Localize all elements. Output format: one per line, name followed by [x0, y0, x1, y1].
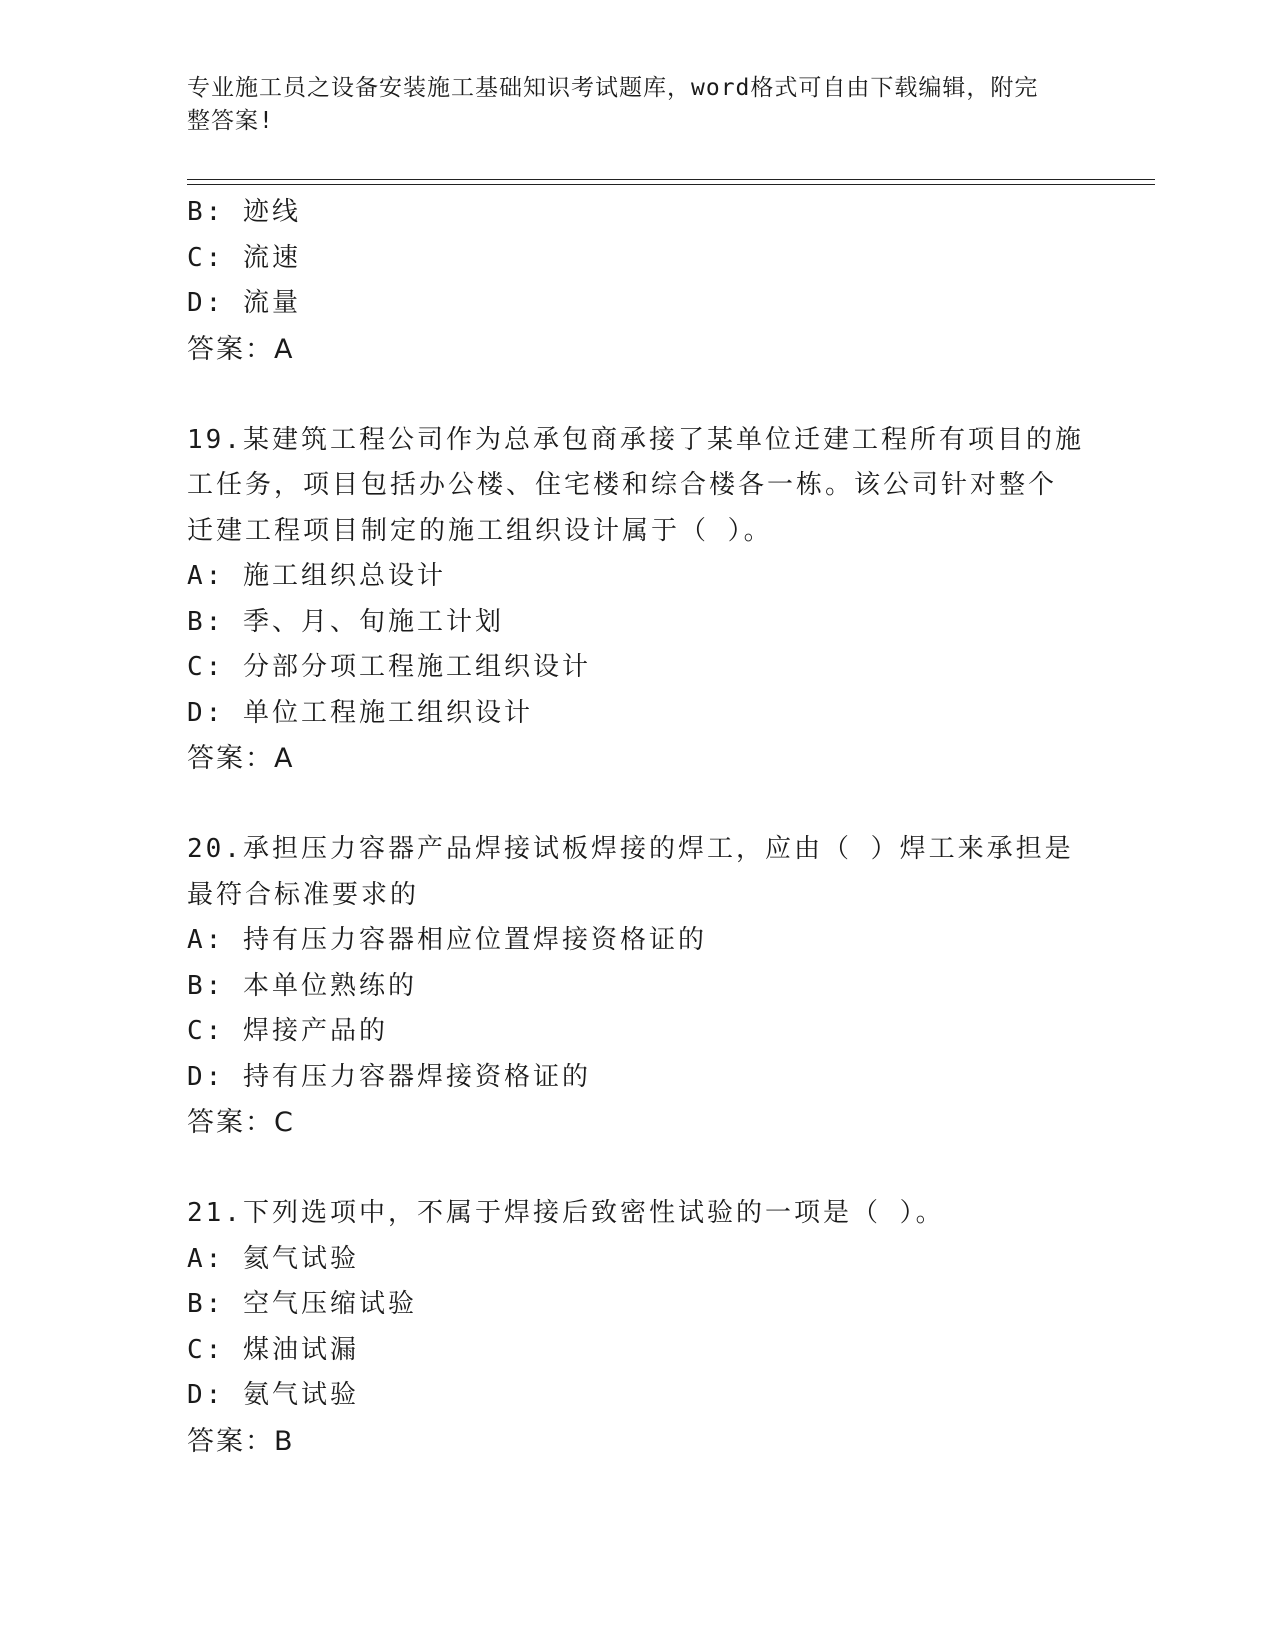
- header-line-1: 专业施工员之设备安装施工基础知识考试题库，word格式可自由下载编辑，附完: [187, 75, 1039, 101]
- answer: 答案：A: [187, 333, 295, 365]
- header-line-2: 整答案!: [187, 108, 274, 134]
- spacer: [187, 782, 1087, 828]
- answer: 答案：A: [187, 743, 295, 774]
- header-rule-bottom: [187, 184, 1155, 185]
- answer: 答案：B: [187, 1425, 295, 1457]
- question-text: 最符合标准要求的: [187, 879, 420, 910]
- document-header: [187, 72, 1087, 138]
- option-c: C: 煤油试漏: [187, 1334, 359, 1365]
- option-c: C: 焊接产品的: [187, 1016, 388, 1046]
- question-text: 19.某建筑工程公司作为总承包商承接了某单位迁建工程所有项目的施: [187, 424, 1084, 455]
- question-21: [187, 1191, 1087, 1464]
- option-b: B: 空气压缩试验: [187, 1289, 417, 1319]
- option-d: D: 持有压力容器焊接资格证的: [187, 1061, 591, 1092]
- option-c: C: 分部分项工程施工组织设计: [187, 652, 591, 682]
- option-b: B: 季、月、旬施工计划: [187, 606, 504, 637]
- option-d: D: 单位工程施工组织设计: [187, 697, 533, 728]
- question-19: [187, 418, 1087, 782]
- option-a: A: 持有压力容器相应位置焊接资格证的: [187, 925, 707, 955]
- question-text: 20.承担压力容器产品焊接试板焊接的焊工，应由（ ）焊工来承担是: [187, 834, 1074, 864]
- spacer: [187, 1146, 1087, 1192]
- answer: 答案：C: [187, 1107, 295, 1138]
- question-text: 迁建工程项目制定的施工组织设计属于（ ）。: [187, 515, 773, 546]
- document-body: [187, 190, 1087, 1464]
- option-b: B: 本单位熟练的: [187, 970, 417, 1001]
- question-18-continued: [187, 190, 1087, 372]
- question-text: 工任务，项目包括办公楼、住宅楼和综合楼各一栋。该公司针对整个: [187, 470, 1058, 500]
- question-20: [187, 827, 1087, 1146]
- option-d: D: 氨气试验: [187, 1380, 359, 1410]
- option-a: A: 施工组织总设计: [187, 561, 446, 591]
- option-a: A: 氦气试验: [187, 1243, 359, 1274]
- spacer: [187, 372, 1087, 418]
- option-b: B: 迹线: [187, 197, 301, 227]
- question-text: 21.下列选项中，不属于焊接后致密性试验的一项是（ ）。: [187, 1198, 945, 1228]
- option-d: D: 流量: [187, 288, 301, 318]
- header-rule-top: [187, 179, 1155, 180]
- option-c: C: 流速: [187, 242, 301, 273]
